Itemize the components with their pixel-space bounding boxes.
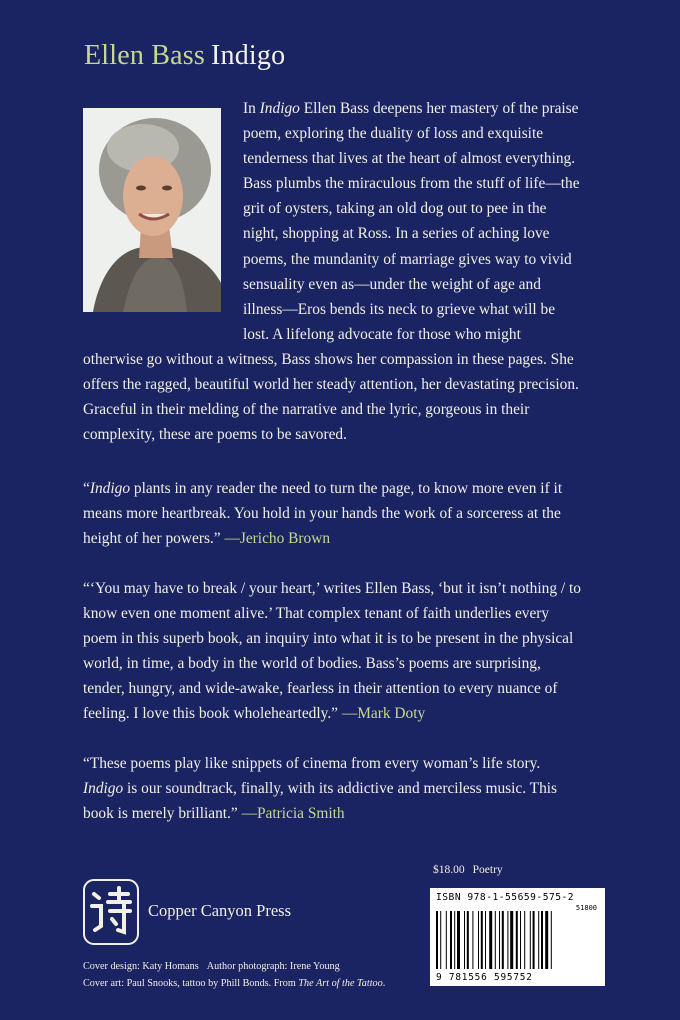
cover-design-credit: Cover design: Katy Homans (83, 961, 199, 972)
category: Poetry (472, 864, 503, 876)
barcode-bar (457, 911, 460, 969)
blurb-text: “‘You may have to break / your heart,’ writes Ellen Bass, ‘but it isn’t nothing / to know even one moment alive.’ That complex tenant of faith underlies every poem in this superb book, an inquiry into what it is to be present in the physical world, in time, a body in the world of bodies. Bass’s poems are surprising, tender, hungry, and wide-awake, fearless in their attention to every nuance of feeling. I love this book wholeheartedly.” (83, 580, 581, 723)
barcode-bar (495, 911, 496, 969)
barcode-bar (467, 911, 469, 969)
barcode-bar (446, 911, 447, 969)
poetry-character-seal-icon (82, 878, 140, 946)
barcode-bars (436, 911, 599, 969)
barcode-bar (502, 911, 504, 969)
barcode-bar (541, 911, 543, 969)
blurb-text: plants in any reader the need to turn the page, to know more even if it means more heartbreak. You hold in your hands the work of a sorceress at the height of her powers.” (83, 480, 563, 548)
barcode-bar (485, 911, 486, 969)
barcode-bar (516, 911, 518, 969)
cover-art-suffix: . (382, 978, 386, 989)
blurb-text: “These poems play like snippets of cinema from every woman’s life story. (83, 755, 541, 772)
isbn-barcode (430, 888, 605, 986)
cover-art-title: The Art of the Tattoo (298, 978, 383, 989)
blurb-mark-doty (83, 576, 583, 727)
blurb-attribution: —Mark Doty (341, 705, 426, 723)
price: $18.00 (433, 864, 465, 876)
blurb-patricia-smith (83, 751, 583, 826)
barcode-bar (472, 911, 473, 969)
blurb-open-quote: “ (83, 480, 90, 497)
barcode-bar (507, 911, 508, 969)
barcode-bar (464, 911, 465, 969)
blurb-title-em: Indigo (83, 780, 124, 798)
blurb-text-2: is our soundtrack, finally, with its addictive and merciless music. This book is merely brilliant.” (83, 780, 558, 823)
author-photo-credit: Author photograph: Irene Young (206, 961, 340, 972)
barcode-bar (440, 911, 441, 969)
barcode-digits: 9 781556 595752 (436, 972, 533, 983)
barcode-bar (524, 911, 525, 969)
price-category (433, 864, 503, 876)
barcode-bar (489, 911, 492, 969)
price-code: 51800 (575, 904, 597, 912)
author-name: Ellen Bass (84, 40, 205, 71)
description-text: Ellen Bass deepens her mastery of the praise poem, exploring the duality of loss and exquisite tenderness that lives at the heart of almost everything. Bass plumbs the miraculous from the stuff of life—the grit of oysters, taking an old dog out to pee in the night, shopping at Ross. In a series of aching love poems, the mundanity of marriage gives way to vivid sensuality even as—under the weight of age and illness—Eros bends its neck to grieve what will be lost. A lifelong advocate for those who might otherwise go without a witness, Bass shows her compassion in these pages. She offers the ragged, beautiful world her steady attention, her devastating precision. Graceful in their melding of the narrative and the lyric, gorgeous in their complexity, these are poems to be savored. (83, 100, 580, 444)
barcode-bar (450, 911, 452, 969)
barcode-bar (538, 911, 539, 969)
description-title-em: Indigo (259, 100, 300, 117)
credits-line-1 (83, 958, 385, 975)
barcode-bar (530, 911, 531, 969)
isbn-number: ISBN 978-1-55659-575-2 (436, 892, 575, 903)
blurb-attribution: —Patricia Smith (241, 805, 345, 823)
blurb-jericho-brown (83, 476, 583, 551)
barcode-bar (520, 911, 521, 969)
barcode-bar (454, 911, 455, 969)
publisher-name: Copper Canyon Press (148, 901, 291, 920)
credits-line-2 (83, 975, 385, 992)
photo-wrap-spacer (83, 96, 243, 326)
book-description: In Indigo Ellen Bass deepens her mastery of the praise poem, exploring the duality of loss and exquisite tenderness that lives at the heart of almost everything. Bass plumbs the miraculous from the stuff of life—the grit of oysters, taking an old dog out to pee in the night, shopping at Ross. In a series of aching love poems, the mundanity of marriage gives way to vivid sensuality even as—under the weight of age and illness—Eros bends its neck to grieve what will be lost. A lifelong advocate for those who might otherwise go without a witness, Bass shows her compassion in these pages. She offers the ragged, beautiful world her steady attention, her devastating precision. Graceful in their melding of the narrative and the lyric, gorgeous in their complexity, these are poems to be savored. (83, 96, 583, 447)
blurb-attribution: —Jericho Brown (224, 530, 331, 548)
cover-art-credit: Cover art: Paul Snooks, tattoo by Phill Bonds. From (83, 978, 299, 989)
barcode-bar (478, 911, 479, 969)
barcode-bar (481, 911, 483, 969)
barcode-bar (551, 911, 552, 969)
book-title: Indigo (211, 40, 286, 71)
blurb-title-em: Indigo (89, 480, 131, 497)
book-title-heading (84, 40, 285, 72)
barcode-bar (533, 911, 535, 969)
barcode-bar (499, 911, 500, 969)
barcode-bar (436, 911, 438, 969)
barcode-bar (545, 911, 548, 969)
barcode-bar (510, 911, 513, 969)
credits (83, 958, 385, 992)
